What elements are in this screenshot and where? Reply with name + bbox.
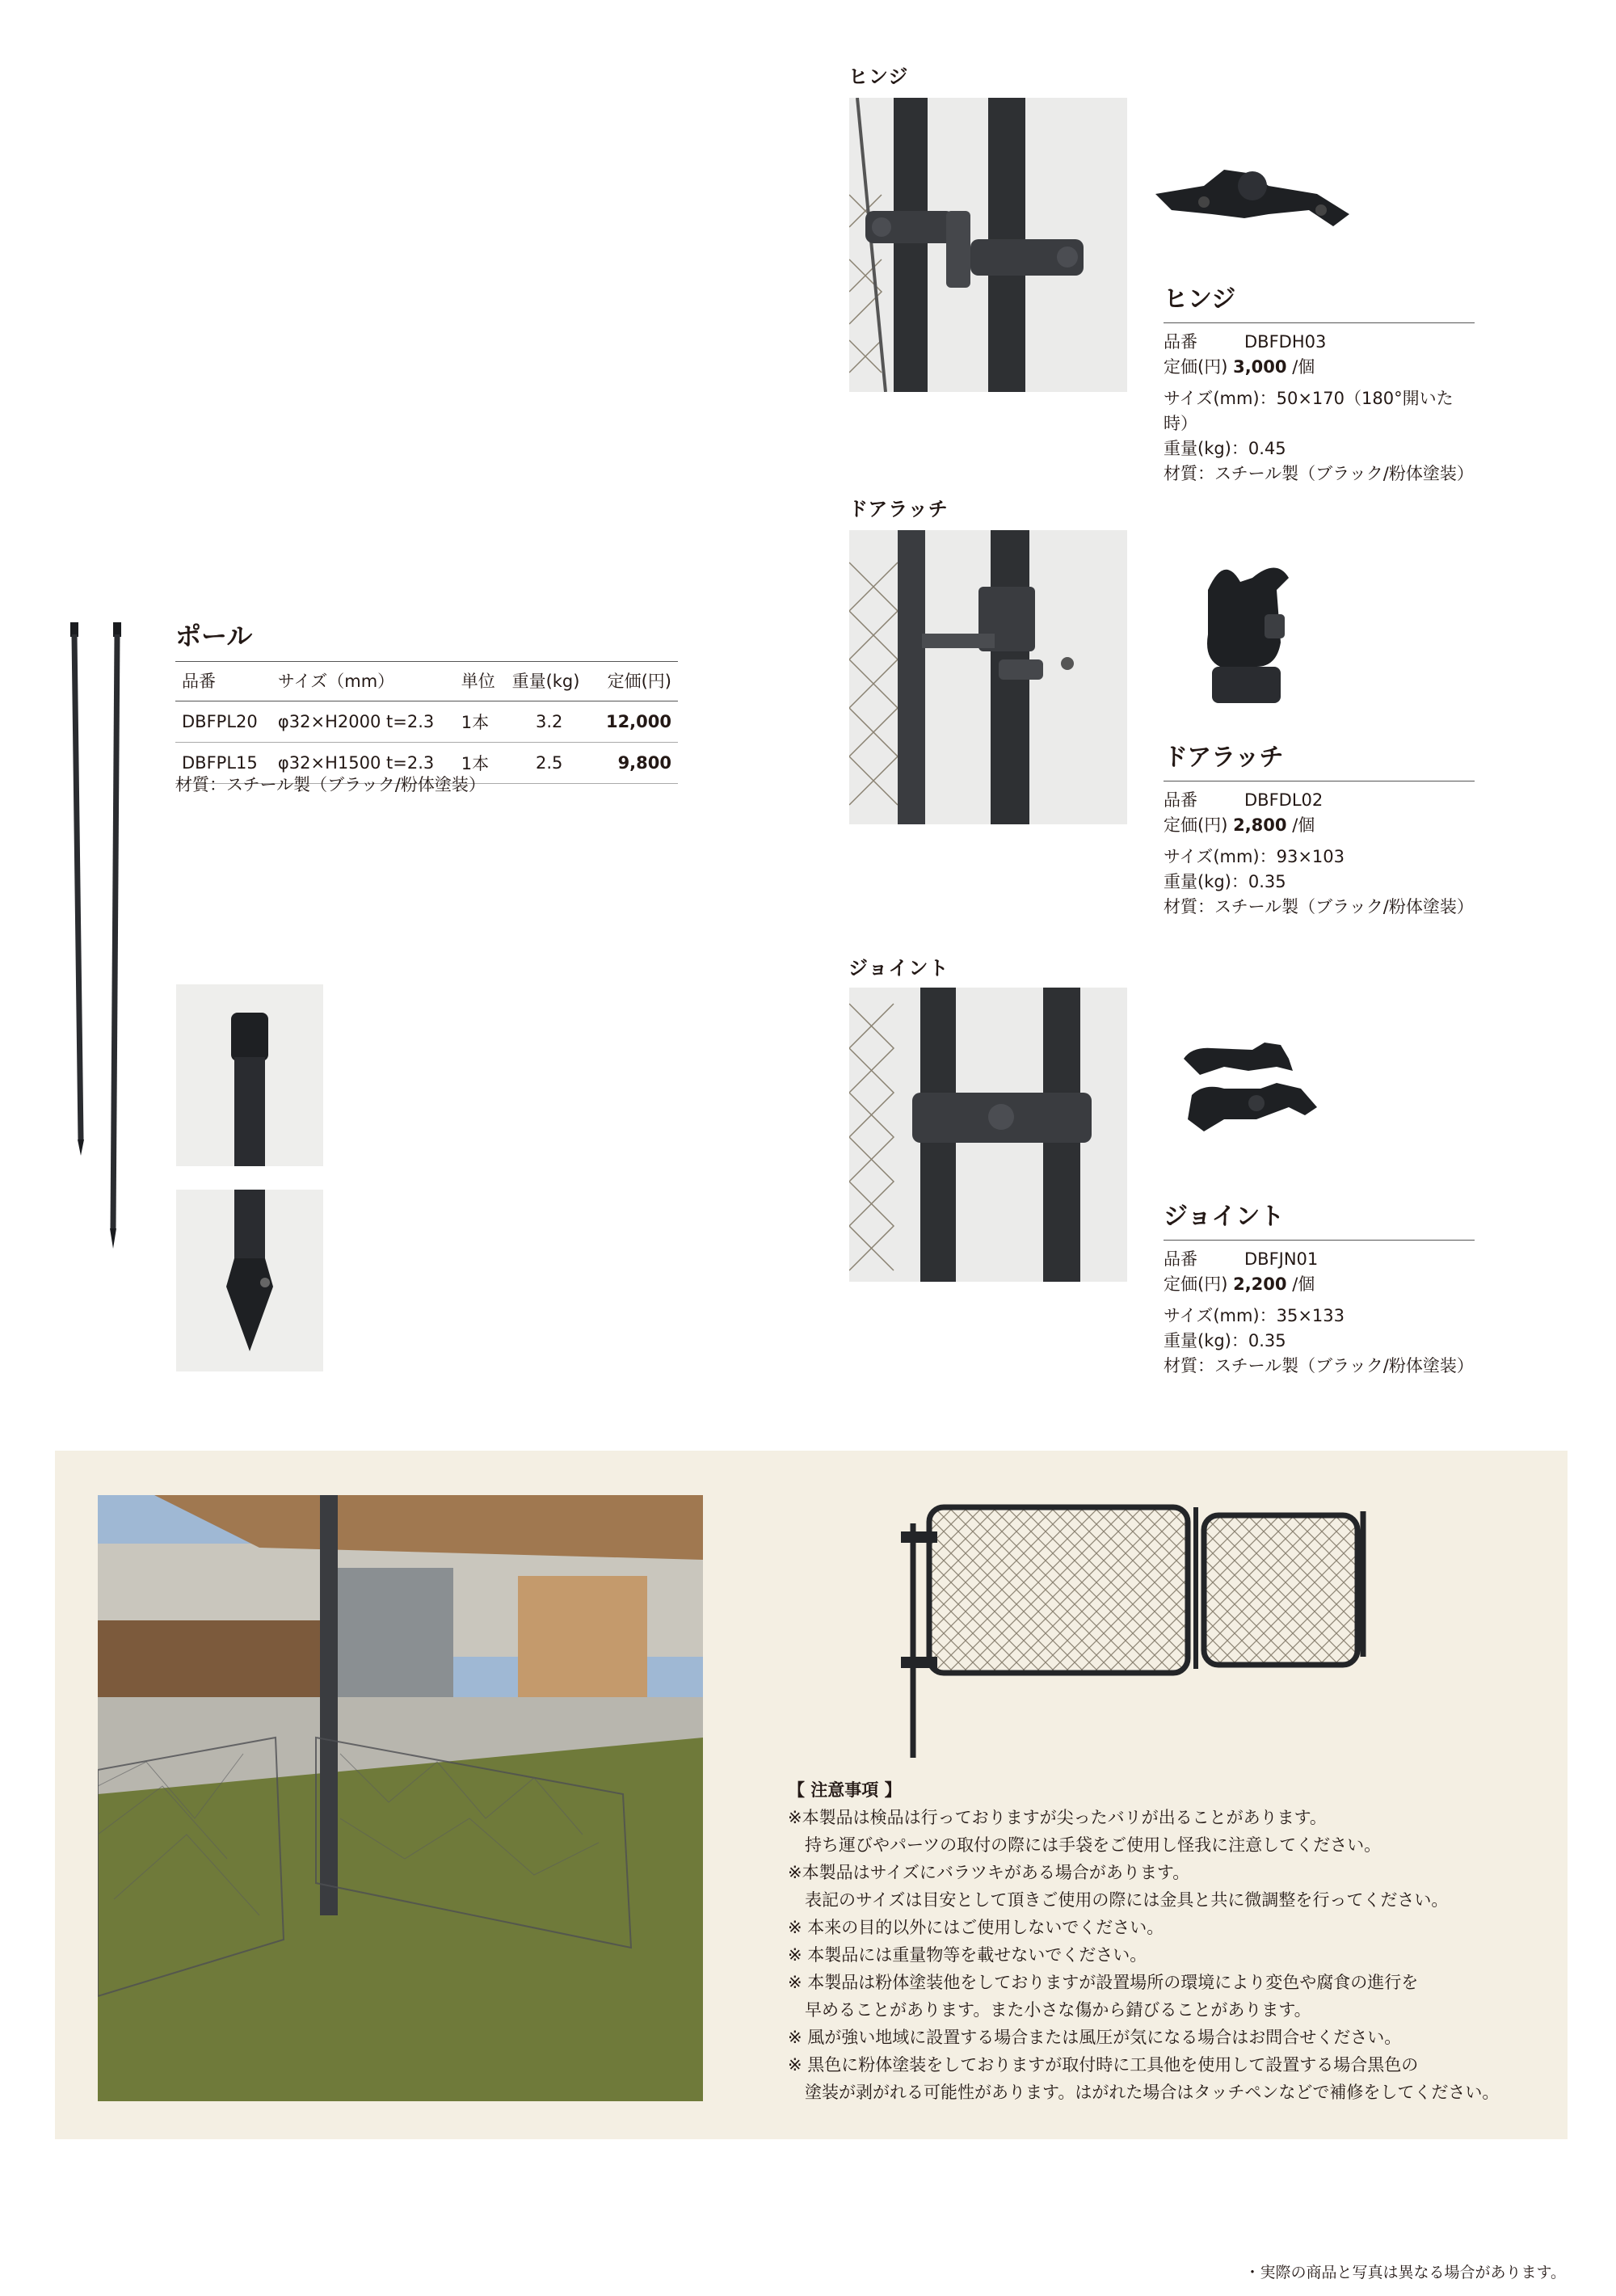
joint-price: 2,200 [1233, 1274, 1287, 1294]
joint-material: 材質：スチール製（ブラック/粉体塗装） [1164, 1356, 1474, 1375]
list-item: ※ 本製品は粉体塗装他をしておりますが設置場所の環境により変色や腐食の進行を [788, 1973, 1419, 1992]
hinge-section-label: ヒンジ [848, 65, 909, 88]
joint-price-unit: /個 [1292, 1274, 1315, 1294]
pole-tip-photo [176, 1190, 323, 1371]
latch-code-label: 品番 [1164, 790, 1197, 810]
hinge-price-unit: /個 [1292, 357, 1315, 377]
joint-weight: 重量(kg)：0.35 [1164, 1331, 1286, 1350]
list-item: ※本製品はサイズにバラツキがある場合があります。 [788, 1863, 1190, 1882]
notes-title: 【 注意事項 】 [788, 1780, 902, 1800]
joint-code: DBFJN01 [1244, 1249, 1319, 1269]
joint-spec [1164, 1196, 1475, 1379]
latch-price: 2,800 [1233, 815, 1287, 835]
pole-header-price: 定価(円) [593, 662, 678, 701]
list-item: 早めることがあります。また小さな傷から錆びることがあります。 [788, 2000, 1311, 2020]
latch-code: DBFDL02 [1244, 790, 1324, 810]
latch-price-label: 定価(円) [1164, 815, 1228, 835]
latch-price-unit: /個 [1292, 815, 1315, 835]
pole-row-unit: 1本 [455, 743, 506, 784]
joint-installed-photo [849, 988, 1127, 1282]
list-item: ※ 本来の目的以外にはご使用しないでください。 [788, 1918, 1164, 1937]
pole-row-unit: 1本 [455, 701, 506, 743]
joint-code-label: 品番 [1164, 1249, 1197, 1269]
joint-price-label: 定価(円) [1164, 1274, 1228, 1294]
list-item: ※ 風が強い地域に設置する場合または風圧が気になる場合はお問合せください。 [788, 2028, 1402, 2047]
latch-material: 材質：スチール製（ブラック/粉体塗装） [1164, 897, 1474, 916]
hinge-price-label: 定価(円) [1164, 357, 1228, 377]
pole-row-weight: 2.5 [506, 743, 593, 784]
latch-installed-photo [849, 530, 1127, 824]
list-item: 持ち運びやパーツの取付の際には手袋をご使用し怪我に注意してください。 [788, 1835, 1382, 1855]
latch-section-label: ドアラッチ [848, 498, 949, 520]
joint-title: ジョイント [1164, 1196, 1475, 1241]
pole-product-photo [61, 622, 133, 1253]
notes [788, 1776, 1515, 2106]
hinge-material: 材質：スチール製（ブラック/粉体塗装） [1164, 464, 1474, 483]
installation-scene-photo [98, 1495, 703, 2101]
list-item: 塗装が剥がれる可能性があります。はがれた場合はタッチペンなどで補修をしてください。 [788, 2083, 1500, 2102]
list-item: ※本製品は検品は行っておりますが尖ったバリが出ることがあります。 [788, 1808, 1327, 1827]
pole-row-size: φ32×H1500 t=2.3 [271, 743, 455, 784]
hinge-title: ヒンジ [1164, 279, 1475, 323]
pole-header-weight: 重量(kg) [506, 662, 593, 701]
list-item: ※ 本製品には重量物等を載せないでください。 [788, 1945, 1147, 1965]
latch-spec [1164, 737, 1475, 920]
gate-product-photo [893, 1495, 1378, 1762]
pole-top-cap-photo [176, 984, 323, 1166]
hinge-spec [1164, 279, 1475, 487]
pole-material: 材質：スチール製（ブラック/粉体塗装） [175, 775, 486, 794]
pole-header-size: サイズ（mm） [271, 662, 455, 701]
pole-header-unit: 単位 [455, 662, 506, 701]
hinge-weight: 重量(kg)：0.45 [1164, 439, 1286, 458]
latch-weight: 重量(kg)：0.35 [1164, 872, 1286, 891]
pole-row-code: DBFPL15 [175, 743, 271, 784]
table-row [175, 701, 678, 743]
pole-row-price: 9,800 [593, 743, 678, 784]
pole-row-size: φ32×H2000 t=2.3 [271, 701, 455, 743]
hinge-size: サイズ(mm)：50×170（180°開いた時） [1164, 389, 1454, 433]
hinge-code-label: 品番 [1164, 332, 1197, 352]
joint-section-label: ジョイント [848, 957, 949, 979]
footer-disclaimer: ・実際の商品と写真は異なる場合があります。 [1244, 2264, 1566, 2281]
list-item: 表記のサイズは目安として頂きご使用の際には金具と共に微調整を行ってください。 [788, 1890, 1449, 1910]
hinge-code: DBFDH03 [1244, 332, 1327, 352]
pole-header-code: 品番 [175, 662, 271, 701]
pole-title: ポール [175, 621, 253, 651]
joint-product-photo [1176, 1038, 1337, 1160]
pole-table [175, 661, 678, 784]
pole-row-code: DBFPL20 [175, 701, 271, 743]
hinge-product-photo [1147, 137, 1366, 259]
latch-title: ドアラッチ [1164, 737, 1475, 781]
list-item: ※ 黒色に粉体塗装をしておりますが取付時に工具他を使用して設置する場合黒色の [788, 2055, 1419, 2075]
pole-row-price: 12,000 [593, 701, 678, 743]
hinge-installed-photo [849, 98, 1127, 392]
latch-product-photo [1188, 546, 1309, 707]
hinge-price: 3,000 [1233, 357, 1287, 377]
latch-size: サイズ(mm)：93×103 [1164, 847, 1345, 866]
pole-row-weight: 3.2 [506, 701, 593, 743]
joint-size: サイズ(mm)：35×133 [1164, 1306, 1345, 1325]
pole-table-header [175, 662, 678, 701]
